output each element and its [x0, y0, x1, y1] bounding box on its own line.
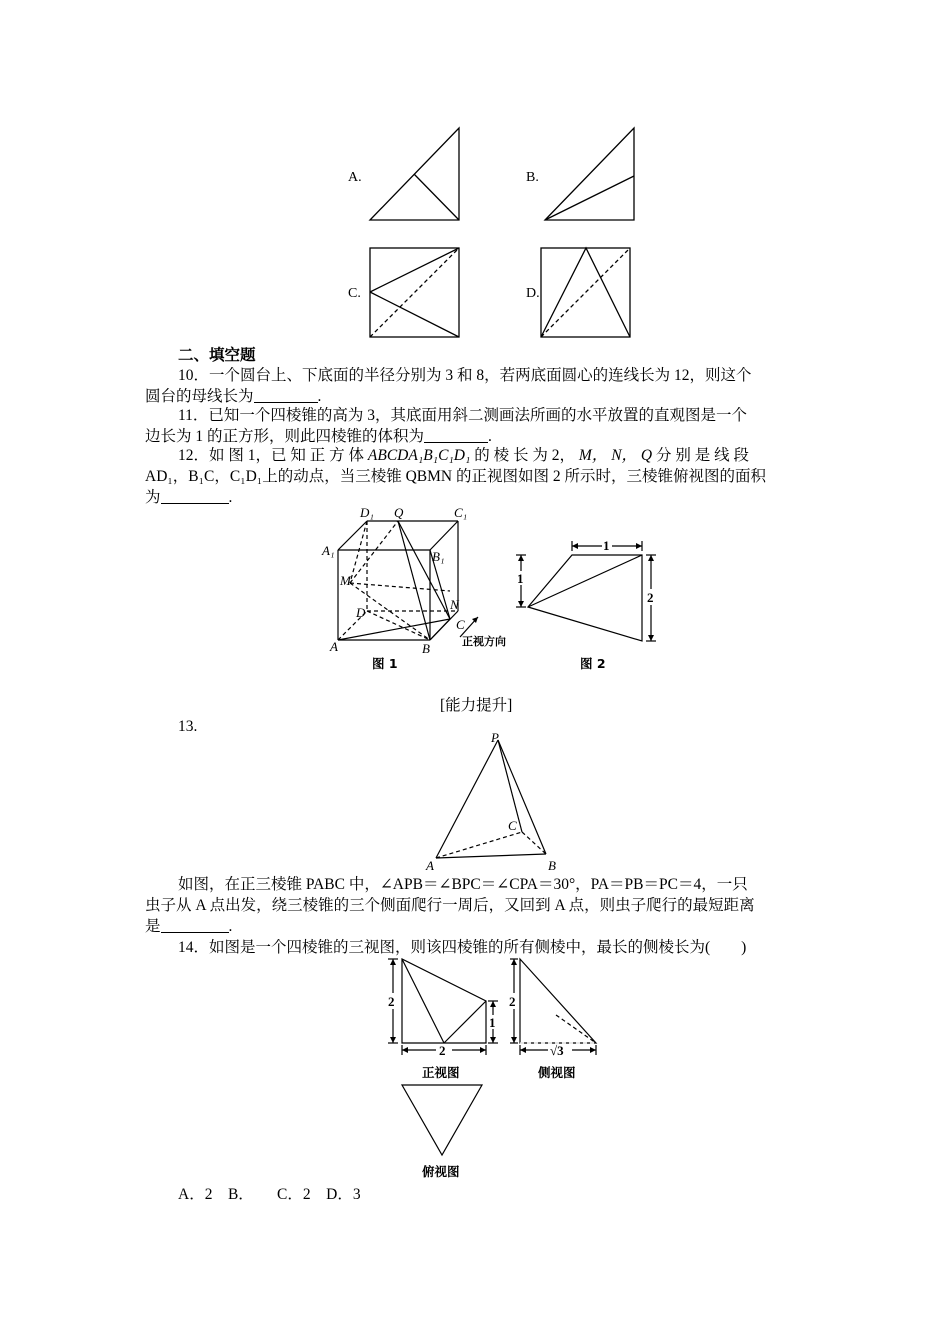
front-view-caption: 正视图	[422, 1066, 460, 1080]
q13-number: 13.	[178, 718, 198, 735]
option-d-label: D.	[526, 286, 540, 301]
figure-1-caption: 图 1	[372, 656, 398, 671]
option-c-label: C.	[348, 286, 361, 301]
label-B1: B₁	[432, 549, 445, 564]
q13-line2: 虫子从 A 点出发，绕三棱锥的三个侧面爬行一周后，又回到 A 点，则虫子爬行的最短距离	[145, 897, 755, 914]
option-a-label: A.	[348, 170, 362, 185]
fig2-top-dim: 1	[603, 538, 610, 553]
section-fill-blank-title: 二、填空题	[178, 346, 256, 364]
q14-text: 14．如图是一个四棱锥的三视图，则该四棱锥的所有侧棱中，最长的侧棱长为( )	[178, 939, 747, 956]
q12-line1: 12．如 图 1，已 知 正 方 体 ABCDA₁B₁C₁D₁ 的 棱 长 为 2， M， N， Q 分 别 是 线 段	[178, 447, 749, 464]
option-a-figure	[370, 128, 459, 220]
option-c-figure	[370, 248, 459, 337]
option-d-figure	[541, 248, 630, 337]
q9-option-figures	[0, 0, 950, 345]
label-A1: A₁	[322, 543, 335, 558]
label-N: N	[450, 597, 459, 612]
side-left-dim: 2	[509, 994, 516, 1009]
figure-2-caption: 图 2	[580, 656, 606, 671]
label-D1: D₁	[360, 505, 374, 520]
q11-line1: 11．已知一个四棱锥的高为 3，其底面用斜二测画法所画的水平放置的直观图是一个	[178, 407, 748, 424]
figure-2-front-view	[508, 535, 668, 675]
label-P: P	[491, 730, 499, 745]
q14-options: A．2 B． C．2 D．3	[178, 1186, 361, 1203]
option-b-label: B.	[526, 170, 539, 185]
q13-tetrahedron	[420, 728, 570, 874]
q12-line3: 为 .	[145, 489, 233, 506]
q10-line2: 圆台的母线长为 .	[145, 388, 322, 405]
q12-line2: AD₁，B₁C，C₁D₁上的动点，当三棱锥 QBMN 的正视图如图 2 所示时，三棱锥俯视图的面积	[145, 468, 766, 485]
label-B: B	[548, 858, 556, 873]
q14-three-views	[380, 955, 610, 1185]
side-bottom-dim: √3	[550, 1043, 564, 1058]
view-direction-label: 正视方向	[462, 635, 506, 648]
section-ability-title: [能力提升]	[440, 697, 513, 714]
label-A: A	[330, 639, 338, 654]
label-C1: C₁	[454, 505, 468, 520]
front-bottom-dim: 2	[439, 1043, 446, 1058]
figure-1-cube	[310, 505, 520, 675]
label-B: B	[422, 641, 430, 656]
side-view	[510, 959, 596, 1055]
front-view	[388, 959, 498, 1055]
side-view-caption: 侧视图	[538, 1066, 576, 1080]
label-A: A	[426, 858, 434, 873]
fig2-right-dim: 2	[647, 590, 654, 605]
front-right-dim: 1	[489, 1015, 496, 1030]
q10-line1: 10．一个圆台上、下底面的半径分别为 3 和 8，若两底面圆心的连线长为 12，则这个	[178, 367, 752, 384]
q11-line2: 边长为 1 的正方形，则此四棱锥的体积为 .	[145, 428, 492, 445]
label-C: C	[508, 818, 517, 833]
label-M: M	[340, 573, 351, 588]
top-view-caption: 俯视图	[422, 1165, 460, 1179]
q13-line3: 是 .	[145, 918, 233, 935]
option-b-figure	[545, 128, 634, 220]
top-view	[402, 1085, 482, 1155]
label-D: D	[356, 605, 366, 620]
label-Q: Q	[394, 505, 404, 520]
q13-line1: 如图，在正三棱锥 PABC 中，∠APB＝∠BPC＝∠CPA＝30°，PA＝PB＝PC＝4，一只	[178, 876, 748, 893]
label-C: C	[456, 617, 465, 632]
front-left-dim: 2	[388, 994, 395, 1009]
fig2-left-dim: 1	[517, 571, 524, 586]
